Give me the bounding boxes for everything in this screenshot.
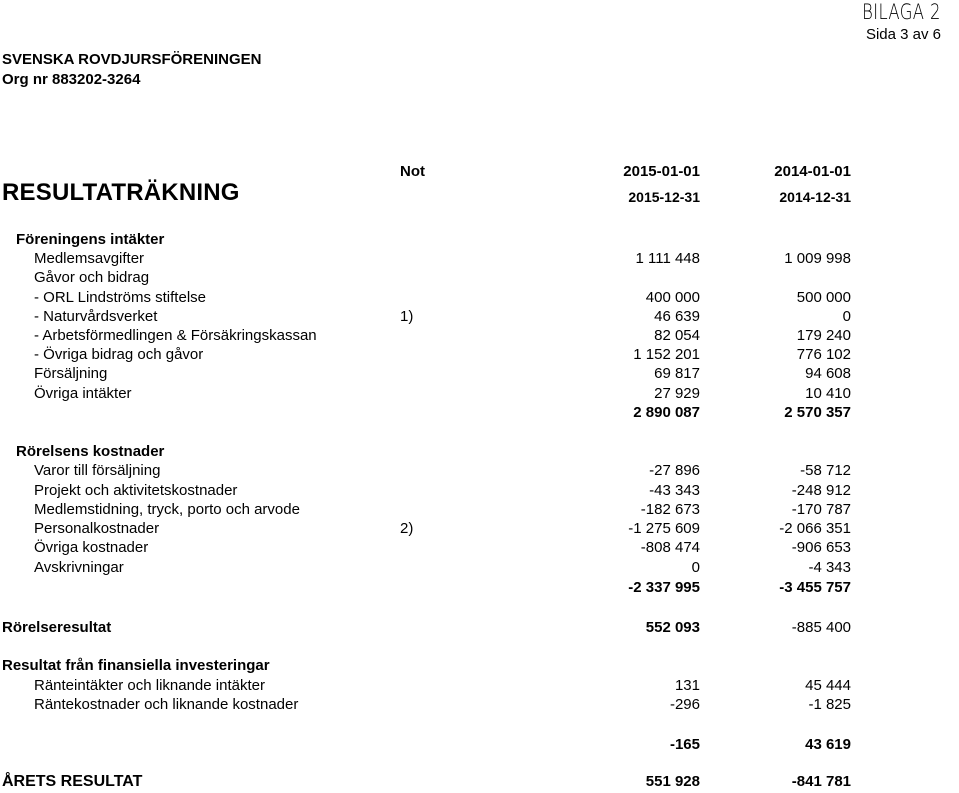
table-row — [0, 462, 959, 482]
value-2014: -906 653 — [791, 539, 851, 556]
document-title: RESULTATRÄKNING — [2, 179, 240, 206]
row-label: Försäljning — [34, 365, 108, 382]
value-2014: 45 444 — [805, 677, 851, 694]
table-row — [0, 289, 959, 309]
value-2015: 1 152 201 — [633, 346, 700, 363]
row-label: - Övriga bidrag och gåvor — [34, 346, 204, 363]
table-row — [0, 501, 959, 521]
row-label: ÅRETS RESULTAT — [2, 773, 143, 790]
value-2015: -1 275 609 — [628, 520, 700, 537]
operating-result-row — [0, 619, 959, 639]
row-label: - Naturvårdsverket — [34, 308, 158, 325]
section-heading-financial — [0, 657, 959, 677]
row-label: Avskrivningar — [34, 559, 124, 576]
col1-period-start: 2015-01-01 — [623, 163, 700, 180]
row-label: Varor till försäljning — [34, 462, 161, 479]
value-2014: -1 825 — [808, 696, 851, 713]
value-2014: -4 343 — [808, 559, 851, 576]
note-reference: 1) — [400, 308, 414, 325]
value-2015: 131 — [674, 677, 700, 694]
value-2015: 552 093 — [645, 619, 700, 636]
value-2015: 46 639 — [654, 308, 700, 325]
row-label: Övriga intäkter — [34, 385, 132, 402]
value-2014: 1 009 998 — [784, 250, 851, 267]
note-column-header: Not — [400, 163, 425, 180]
subtotal-2015: -2 337 995 — [628, 579, 700, 596]
page-number: Sida 3 av 6 — [865, 26, 941, 43]
row-label: Projekt och aktivitetskostnader — [34, 482, 238, 499]
row-label: Ränteintäkter och liknande intäkter — [34, 677, 265, 694]
table-row — [0, 250, 959, 270]
row-label: - ORL Lindströms stiftelse — [34, 289, 206, 306]
value-2014: -170 787 — [791, 501, 851, 518]
subtotal-2015: 2 890 087 — [633, 404, 700, 421]
subtotal-2014: 2 570 357 — [784, 404, 851, 421]
value-2014: -2 066 351 — [779, 520, 851, 537]
value-2014: 94 608 — [805, 365, 851, 382]
table-row — [0, 385, 959, 405]
col2-period-start: 2014-01-01 — [774, 163, 851, 180]
note-reference: 2) — [400, 520, 414, 537]
net-result-row — [0, 773, 959, 793]
row-label: - Arbetsförmedlingen & Försäkringskassan — [34, 327, 317, 344]
value-2014: 0 — [842, 308, 851, 325]
table-row — [0, 269, 959, 289]
section-heading-operating-costs — [0, 443, 959, 463]
value-2014: 179 240 — [796, 327, 851, 344]
section-heading-income — [0, 231, 959, 251]
value-2015: 82 054 — [654, 327, 700, 344]
row-label: Personalkostnader — [34, 520, 160, 537]
value-2014: -841 781 — [791, 773, 851, 790]
value-2015: 0 — [691, 559, 700, 576]
table-row — [0, 327, 959, 347]
value-2015: 1 111 448 — [635, 250, 700, 267]
organization-number: Org nr 883202-3264 — [2, 71, 141, 88]
value-2015: 551 928 — [645, 773, 700, 790]
row-label: Räntekostnader och liknande kostnader — [34, 696, 299, 713]
table-row — [0, 308, 959, 328]
financial-subtotal-row — [0, 736, 959, 756]
row-label: Rörelseresultat — [2, 619, 112, 636]
value-2015: -43 343 — [649, 482, 700, 499]
row-label: Resultat från finansiella investeringar — [2, 657, 270, 674]
appendix-label: BILAGA 2 — [862, 0, 941, 24]
table-row — [0, 539, 959, 559]
table-row — [0, 346, 959, 366]
value-2015: -808 474 — [640, 539, 700, 556]
row-label: Föreningens intäkter — [16, 231, 165, 248]
table-row — [0, 677, 959, 697]
value-2015: -296 — [669, 696, 700, 713]
organization-name: SVENSKA ROVDJURSFÖRENINGEN — [2, 51, 262, 68]
row-label: Medlemsavgifter — [34, 250, 145, 267]
table-row — [0, 520, 959, 540]
value-2015: -182 673 — [640, 501, 700, 518]
value-2015: 69 817 — [654, 365, 700, 382]
table-row — [0, 365, 959, 385]
subtotal-2015: -165 — [669, 736, 700, 753]
subtotal-2014: -3 455 757 — [779, 579, 851, 596]
value-2014: 10 410 — [805, 385, 851, 402]
subtotal-2014: 43 619 — [805, 736, 851, 753]
table-row — [0, 696, 959, 716]
value-2014: 776 102 — [796, 346, 851, 363]
value-2015: 27 929 — [654, 385, 700, 402]
value-2015: 400 000 — [645, 289, 700, 306]
col1-period-end: 2015-12-31 — [628, 189, 700, 205]
value-2015: -27 896 — [649, 462, 700, 479]
value-2014: -885 400 — [791, 619, 851, 636]
costs-subtotal-row — [0, 579, 959, 599]
value-2014: 500 000 — [796, 289, 851, 306]
row-label: Gåvor och bidrag — [34, 269, 150, 286]
row-label: Övriga kostnader — [34, 539, 149, 556]
value-2014: -248 912 — [791, 482, 851, 499]
table-row — [0, 559, 959, 579]
value-2014: -58 712 — [800, 462, 851, 479]
table-row — [0, 482, 959, 502]
row-label: Medlemstidning, tryck, porto och arvode — [34, 501, 300, 518]
col2-period-end: 2014-12-31 — [779, 189, 851, 205]
row-label: Rörelsens kostnader — [16, 443, 165, 460]
income-subtotal-row — [0, 404, 959, 424]
